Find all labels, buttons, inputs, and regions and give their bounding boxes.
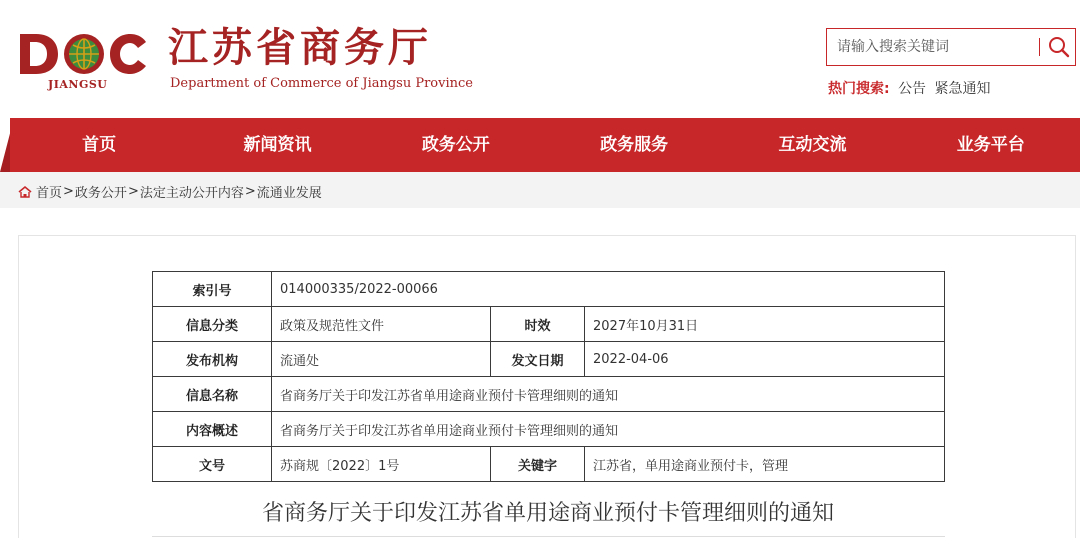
summary-label: 内容概述 (153, 412, 272, 447)
category-value: 政策及规范性文件 (272, 307, 491, 342)
table-row (153, 342, 945, 377)
nav-item-home[interactable]: 首页 (82, 135, 117, 155)
logo-subtext: JIANGSU (48, 78, 108, 91)
breadcrumb-home[interactable]: 首页 (36, 186, 63, 201)
validity-value: 2027年10月31日 (585, 307, 945, 342)
summary-value: 省商务厅关于印发江苏省单用途商业预付卡管理细则的通知 (272, 412, 945, 447)
info-name-value: 省商务厅关于印发江苏省单用途商业预付卡管理细则的通知 (272, 377, 945, 412)
table-row (153, 412, 945, 447)
search-icon (1045, 33, 1073, 61)
keywords-label: 关键字 (491, 447, 585, 482)
table-row (153, 272, 945, 307)
table-row (153, 307, 945, 342)
main-nav (0, 118, 1080, 172)
hot-search-label: 热门搜索: (828, 81, 890, 97)
site-header (0, 0, 1080, 118)
search-divider (1039, 38, 1040, 56)
date-value: 2022-04-06 (585, 342, 945, 377)
search-button[interactable] (1045, 33, 1073, 61)
nav-bar (10, 118, 1080, 172)
breadcrumb-separator: > (127, 184, 139, 199)
nav-item-news[interactable]: 新闻资讯 (243, 135, 312, 155)
info-name-label: 信息名称 (153, 377, 272, 412)
hot-search (828, 78, 991, 98)
breadcrumb-bar (0, 172, 1080, 208)
nav-item-interaction[interactable]: 互动交流 (778, 135, 847, 155)
site-name-en: Department of Commerce of Jiangsu Province (170, 76, 473, 91)
breadcrumb (18, 182, 322, 201)
breadcrumb-circulation[interactable]: 流通业发展 (256, 186, 322, 201)
search-input[interactable] (827, 29, 1037, 65)
document-title: 省商务厅关于印发江苏省单用途商业预付卡管理细则的通知 (261, 501, 834, 526)
hot-search-item[interactable]: 公告 (898, 81, 927, 97)
date-label: 发文日期 (491, 342, 585, 377)
nav-item-services[interactable]: 政务服务 (600, 135, 669, 155)
index-value: 014000335/2022-00066 (272, 272, 945, 307)
index-label: 索引号 (153, 272, 272, 307)
search-box (826, 28, 1076, 66)
publisher-value: 流通处 (272, 342, 491, 377)
content-panel (18, 235, 1076, 538)
breadcrumb-separator: > (63, 184, 74, 199)
publisher-label: 发布机构 (153, 342, 272, 377)
site-name-cn: 江苏省商务厅 (168, 24, 432, 71)
table-row (153, 447, 945, 482)
category-label: 信息分类 (153, 307, 272, 342)
title-divider (152, 536, 945, 537)
table-row (153, 377, 945, 412)
document-number-value: 苏商规〔2022〕1号 (272, 447, 491, 482)
nav-item-open-government[interactable]: 政务公开 (421, 135, 490, 155)
info-table (152, 271, 945, 482)
site-logo[interactable] (18, 28, 153, 92)
doc-logo-graphic (18, 28, 153, 80)
document-number-label: 文号 (153, 447, 272, 482)
nav-item-business-platform[interactable]: 业务平台 (956, 135, 1025, 155)
breadcrumb-open-government[interactable]: 政务公开 (74, 186, 127, 201)
breadcrumb-separator: > (244, 184, 256, 199)
breadcrumb-statutory-content[interactable]: 法定主动公开内容 (139, 186, 244, 201)
hot-search-item[interactable]: 紧急通知 (934, 81, 991, 97)
home-icon (18, 185, 32, 199)
keywords-value: 江苏省，单用途商业预付卡，管理 (585, 447, 945, 482)
validity-label: 时效 (491, 307, 585, 342)
